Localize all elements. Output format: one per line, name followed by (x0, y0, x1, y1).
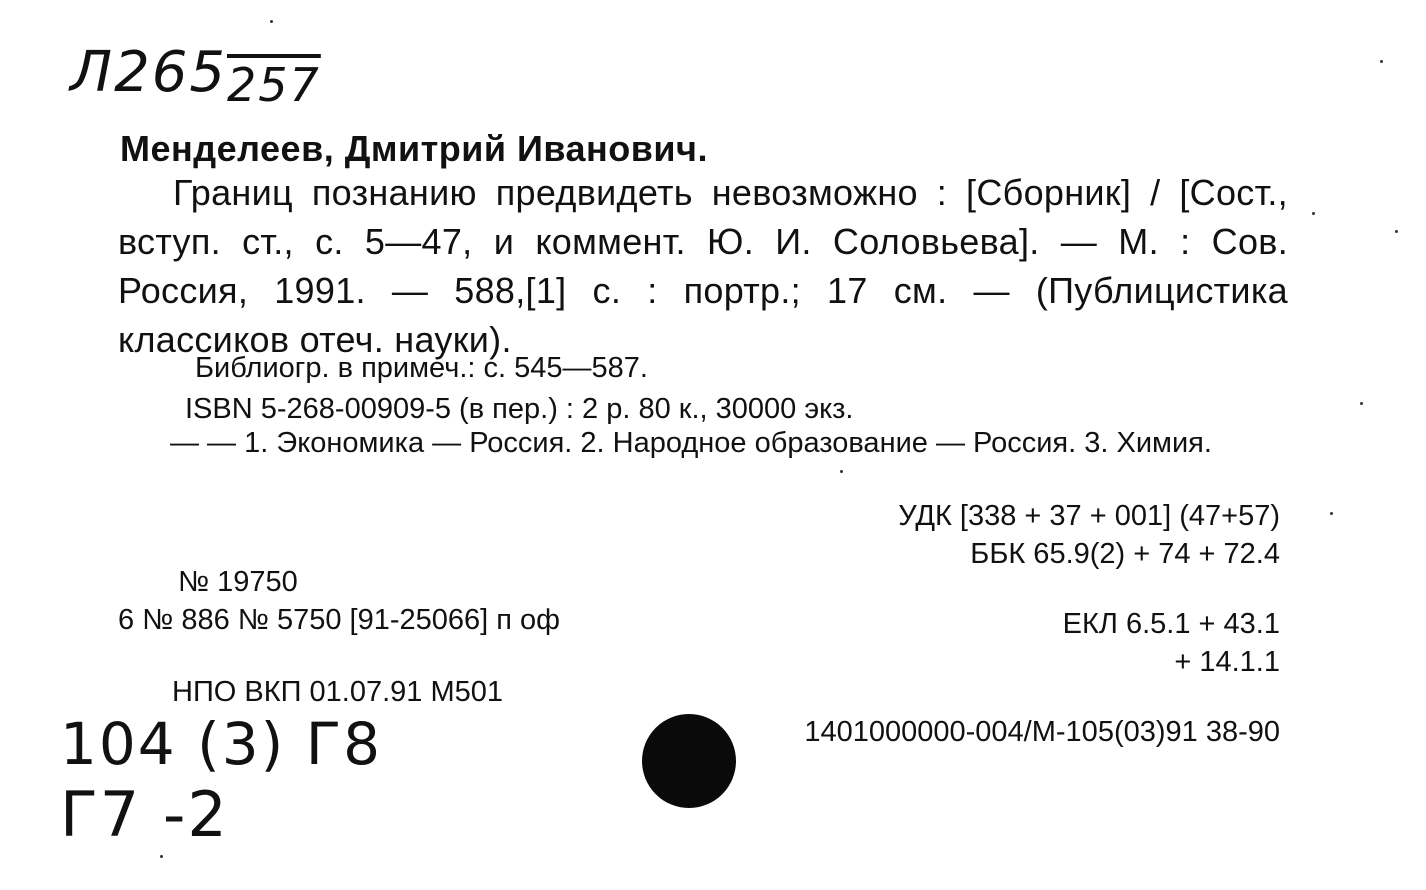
bibliographic-description: Границ познанию предвидеть невозможно : [Сборник] / [Сост., вступ. ст., с. 5—47, и коммент. Ю. И. Соловьева]. — М. : Сов. Россия, 1991. — 588,[1] с. : портр.; 17 см. — (Публицистика классиков отеч. науки). (118, 172, 1288, 360)
udk-classification: УДК [338 + 37 + 001] (47+57) (898, 500, 1280, 532)
shelf-mark-superscript: 257 (227, 58, 321, 112)
ekl-classification-line1: ЕКЛ 6.5.1 + 43.1 (1062, 608, 1280, 640)
handwritten-class-mark: 104 (3) Г8 (60, 710, 383, 778)
shelf-mark-main: Л265 (70, 40, 227, 105)
speck (840, 470, 843, 473)
author-heading: Менделеев, Дмитрий Иванович. (120, 128, 708, 169)
publisher-code: 1401000000-004/М-105(03)91 38-90 (804, 716, 1280, 748)
speck (270, 20, 273, 23)
speck (1312, 212, 1315, 215)
handwritten-shelf-mark (70, 40, 321, 112)
speck (1395, 230, 1398, 233)
bibliography-note: Библиогр. в примеч.: с. 545—587. (195, 352, 648, 384)
speck (1330, 512, 1333, 515)
subject-headings: — — 1. Экономика — Россия. 2. Народное образование — Россия. 3. Химия. (170, 427, 1212, 459)
record-number: № 19750 (178, 566, 298, 598)
ekl-classification-line2: + 14.1.1 (1174, 646, 1280, 678)
speck (160, 855, 163, 858)
handwritten-inventory-mark: Г7 -2 (60, 778, 229, 851)
bbk-classification: ББК 65.9(2) + 74 + 72.4 (970, 538, 1280, 570)
speck (1360, 402, 1363, 405)
speck (1380, 60, 1383, 63)
isbn-line: ISBN 5-268-00909-5 (в пер.) : 2 р. 80 к., 30000 экз. (185, 393, 854, 425)
npo-line: НПО ВКП 01.07.91 М501 (172, 676, 504, 708)
order-line: 6 № 886 № 5750 [91-25066] п оф (118, 604, 561, 636)
punch-hole (642, 714, 736, 808)
